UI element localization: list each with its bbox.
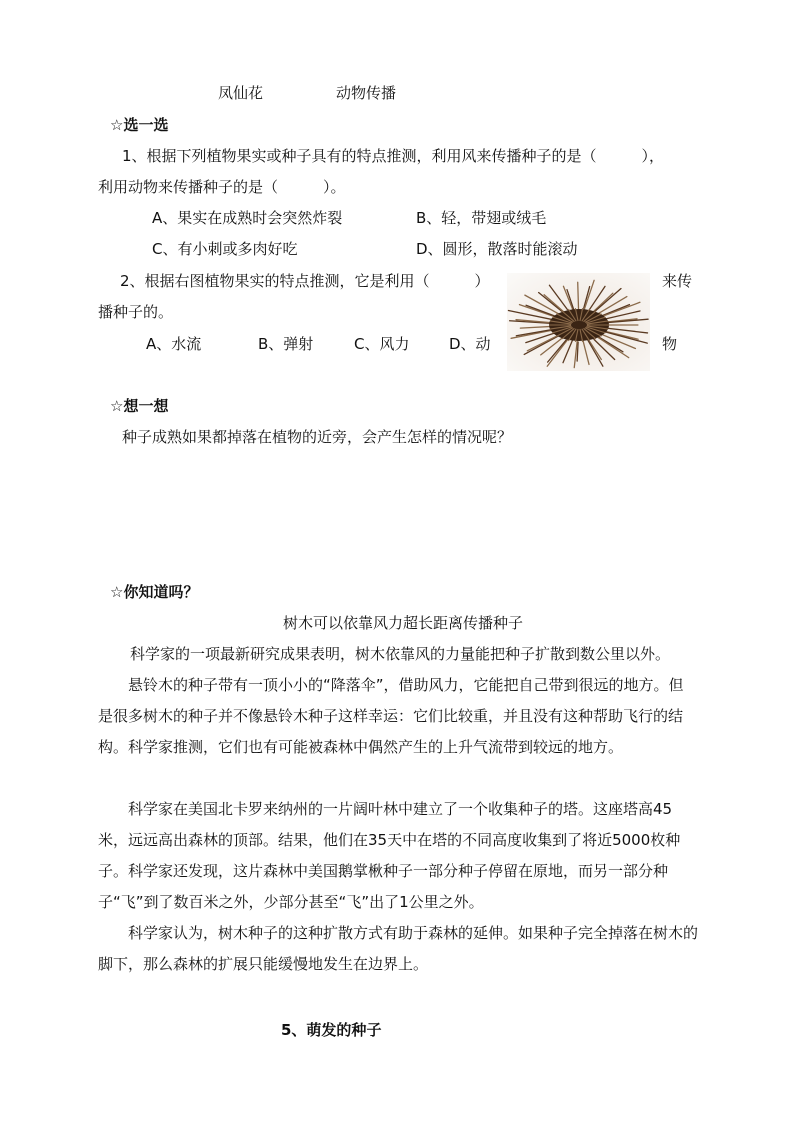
fruit-spike xyxy=(519,305,557,318)
section-heading-know: ☆你知道吗？ xyxy=(110,583,199,601)
section-heading-choose: ☆选一选 xyxy=(110,116,169,134)
question-2-option-d: D、动 xyxy=(449,335,491,353)
fruit-spike xyxy=(605,332,648,343)
answer-label-right: 动物传播 xyxy=(336,84,397,102)
fruit-spike xyxy=(578,282,579,309)
question-2-line-2: 播种子的。 xyxy=(98,303,174,321)
fruit-spike xyxy=(583,340,589,364)
think-question: 种子成熟如果都掉落在植物的近旁，会产生怎样的情况呢？ xyxy=(122,428,513,446)
question-2-line-1: 2、根据右图植物果实的特点推测，它是利用（ ） xyxy=(120,272,490,290)
article-paragraph-2: 悬铃木的种子带有一顶小小的“降落伞”，借助风力，它能把自己带到很远的地方。但是很多树木的种子并不像悬铃木种子这样幸运：它们比较重，并且没有这种帮助飞行的结构。科学家推测，它们也有可能被森林中偶然产生的上升气流带到较远的地方。 xyxy=(98,676,684,756)
article-paragraph-1: 科学家的一项最新研究成果表明，树木依靠风的力量能把种子扩散到数公里以外。 xyxy=(130,645,671,663)
fruit-spike xyxy=(547,339,568,366)
question-1-line-1: 1、根据下列植物果实或种子具有的特点推测，利用风来传播种子的是（ ）， xyxy=(122,147,665,165)
question-2-option-a: A、水流 xyxy=(146,335,202,353)
question-2-option-c: C、风力 xyxy=(354,335,410,353)
article-paragraph-3: 科学家在美国北卡罗来纳州的一片阔叶林中建立了一个收集种子的塔。这座塔高45米，远远高出森林的顶部。结果，他们在35天中在塔的不同高度收集到了将近5000枚种子。科学家还发现，这片森林中美国鹅掌楸种子一部分种子停留在原地，而另一部分种子“飞”到了数百米之外，少部分甚至“飞”出了1公里之外。 xyxy=(98,800,681,911)
fruit-spike xyxy=(548,340,566,362)
question-2-option-end: 物 xyxy=(662,335,678,353)
article-paragraph-4: 科学家认为，树木种子的这种扩散方式有助于森林的延伸。如果种子完全掉落在树木的脚下，那么森林的扩展只能缓慢地发生在边界上。 xyxy=(98,924,699,973)
fruit-spike xyxy=(544,295,564,313)
question-1-option-a: A、果实在成熟时会突然炸裂 xyxy=(152,209,343,227)
question-1-option-d: D、圆形，散落时能滚动 xyxy=(416,240,578,258)
question-2-option-b: B、弹射 xyxy=(258,335,314,353)
fruit-spike xyxy=(601,302,640,317)
spiky-fruit-image xyxy=(507,273,650,371)
answer-label-left: 凤仙花 xyxy=(218,84,264,102)
next-lesson-heading: 5、萌发的种子 xyxy=(281,1021,382,1039)
section-heading-think: ☆想一想 xyxy=(110,397,169,415)
fruit-spike xyxy=(593,293,613,312)
article-title: 树木可以依靠风力超长距离传播种子 xyxy=(283,614,524,632)
fruit-spike xyxy=(520,326,554,328)
spiky-fruit-illustration xyxy=(507,273,650,371)
question-1-line-2: 利用动物来传播种子的是（ ）。 xyxy=(98,178,346,196)
question-1-option-b: B、轻，带翅或绒毛 xyxy=(416,209,547,227)
fruit-spike xyxy=(567,290,574,312)
question-1-option-c: C、有小刺或多肉好吃 xyxy=(152,240,298,258)
fruit-spike xyxy=(583,280,594,313)
question-2-line-1-end: 来传 xyxy=(662,272,693,290)
